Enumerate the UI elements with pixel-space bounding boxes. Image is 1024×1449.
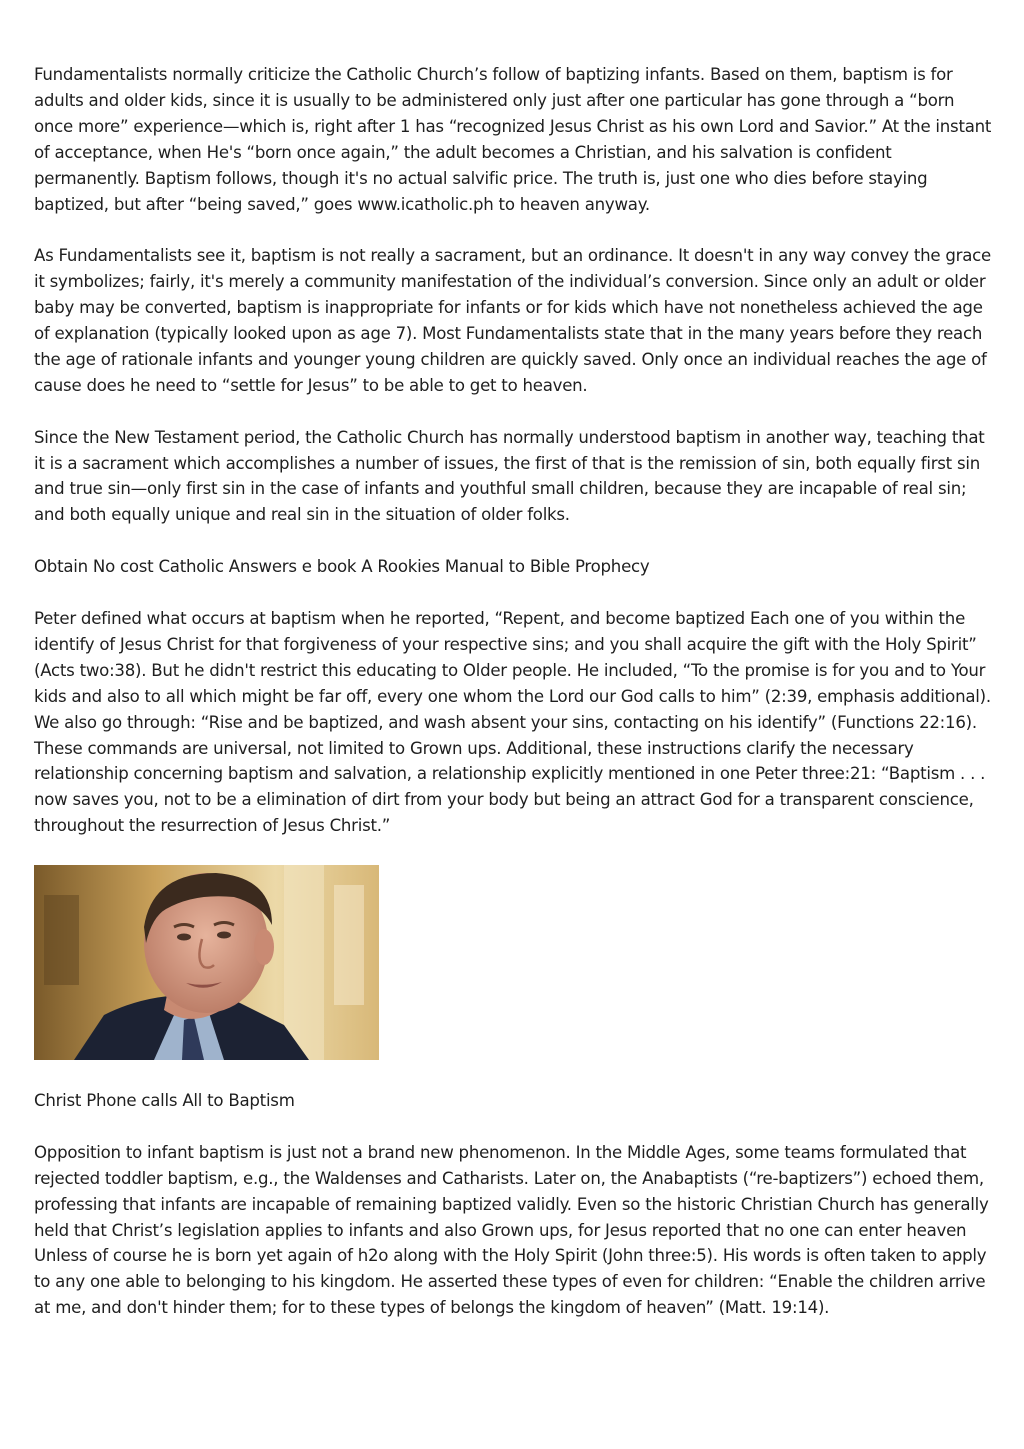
paragraph-ebook-link: Obtain No cost Catholic Answers e book A Rookies Manual to Bible Prophecy (34, 557, 650, 577)
paragraph-ordinance: As Fundamentalists see it, baptism is not really a sacrament, but an ordinance. It doesn't in any way convey the grace it symbolizes; fairly, it's merely a community manifestation of the individual’s conversion. Since only an adult or older baby may be converted, baptism is inappropriate for infants or for kids which have not nonetheless achieved the age of explanation (typically looked upon as age 7). Most Fundamentalists state that in the many years before they reach the age of rationale infants and younger young children are quickly saved. Only once an individual reaches the age of cause does he need to “settle for Jesus” to be able to get to heaven. (34, 246, 991, 395)
paragraph-catholic-understanding: Since the New Testament period, the Catholic Church has normally understood baptism in another way, teaching that it is a sacrament which accomplishes a number of issues, the first of that is the remission of sin, both equally first sin and true sin—only first sin in the case of infants and youthful small children, because they are incapable of real sin; and both equally unique and real sin in the situation of older folks. (34, 427, 985, 525)
paragraph-opposition-infant-baptism: Opposition to infant baptism is just not a brand new phenomenon. In the Middle Ages, some teams formulated that rejected toddler baptism, e.g., the Waldenses and Catharists. Later on, the Anabaptists (“re-baptizers”) echoed them, professing that infants are incapable of remaining baptized validly. Even so the historic Christian Church has generally held that Christ’s legislation applies to infants and also Grown ups, for Jesus reported that no one can enter heaven Unless of course he is born yet again of h2o along with the Holy Spirit (John three:5). His words is often taken to apply to any one able to belonging to his kingdom. He asserted these types of even for children: “Enable the children arrive at me, and don't hinder them; for to these types of belongs the kingdom of heaven” (Matt. 19:14). (34, 1142, 989, 1318)
article-body (34, 62, 994, 1347)
paragraph-fundamentalists-criticize: Fundamentalists normally criticize the Catholic Church’s follow of baptizing infants. Based on them, baptism is for adults and older kids, since it is usually to be administered only just after one particular has gone through a “born once more” experience—which is, right after 1 has “recognized Jesus Christ as his own Lord and Savior.” At the instant of acceptance, when He's “born once again,” the adult becomes a Christian, and his salvation is confident permanently. Baptism follows, though it's no actual salvific price. The truth is, just one who dies before staying baptized, but after “being saved,” goes www.icatholic.ph to heaven anyway. (34, 65, 992, 214)
section-heading-christ-calls: Christ Phone calls All to Baptism (34, 1091, 295, 1111)
portrait-photo-icon (34, 865, 379, 1060)
paragraph-peter-baptism: Peter defined what occurs at baptism when he reported, “Repent, and become baptized Each one of you within the identify of Jesus Christ for that forgiveness of your respective sins; and you shall acquire the gift with the Holy Spirit” (Acts two:38). But he didn't restrict this educating to Older people. He included, “To the promise is for you and to Your kids and also to all which might be far off, every one whom the Lord our God calls to him” (2:39, emphasis additional). We also go through: “Rise and be baptized, and wash absent your sins, contacting on his identify” (Functions 22:16). These commands are universal, not limited to Grown ups. Additional, these instructions clarify the necessary relationship concerning baptism and salvation, a relationship explicitly mentioned in one Peter three:21: “Baptism . . . now saves you, not to be a elimination of dirt from your body but being an attract God for a transparent conscience, throughout the resurrection of Jesus Christ.” (34, 608, 991, 836)
portrait-photo (34, 865, 379, 1060)
